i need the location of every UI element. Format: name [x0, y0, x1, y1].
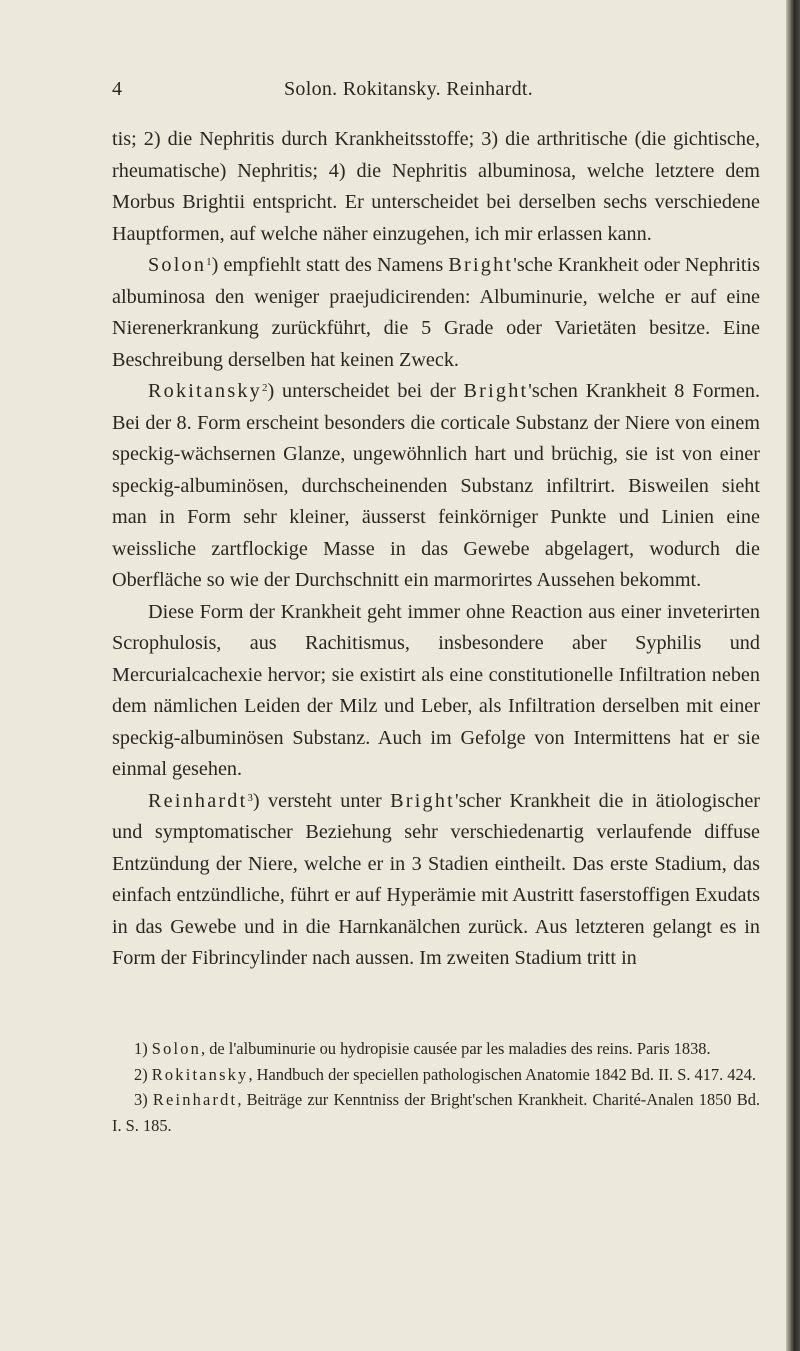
footnote-ref: 3 — [247, 791, 253, 804]
eponym: Bright — [448, 254, 514, 276]
paragraph-3: Rokitansky$^2$) unterscheidet bei der Bright'schen Krankheit 8 Formen. Bei der 8. Form erscheint besonders die corticale Substanz der Niere von einem speckig-wächsernen Glanze, ungewöhnlich hart und brüchig, sie ist von einer speckig-albuminösen, durchscheinenden Substanz infiltrirt. Bisweilen sieht man in Form sehr kleiner, äusserst feinkörniger Punkte und Linien eine weissliche zartflockige Masse in das Gewebe abgelagert, wodurch die Oberfläche so wie der Durchschnitt ein marmorirtes Aussehen bekommt. — [112, 380, 760, 591]
main-text — [112, 124, 760, 975]
footnotes — [112, 1036, 760, 1138]
paragraph-2: Solon$^1$) empfiehlt statt des Namens Bright'sche Krankheit oder Nephritis albuminosa den weniger praejudicirenden: Albuminurie, welche er auf eine Nierenerkrankung zurückführt, die 5 Grade oder Varietäten besitze. Eine Beschreibung derselben hat keinen Zweck. — [112, 254, 760, 371]
footnote-ref: 1 — [206, 256, 212, 268]
footnote-3: 3) Reinhardt, Beiträge zur Kenntniss der Bright'schen Krankheit. Charité-Analen 1850 Bd. I. S. 185. — [112, 1090, 760, 1135]
page-header — [112, 78, 752, 110]
author-name: Reinhardt — [148, 789, 248, 812]
footnote-2: 2) Rokitansky, Handbuch der speciellen pathologischen Anatomie 1842 Bd. II. S. 417. 424. — [134, 1064, 756, 1084]
running-head: Solon. Rokitansky. Reinhardt. — [284, 78, 534, 100]
author-name: Rokitansky — [148, 380, 262, 402]
paragraph-4: Diese Form der Krankheit geht immer ohne Reaction aus einer inveterirten Scrophulosis, aus Rachitismus, insbesondere aber Syphilis und Mercurialcachexie hervor; sie existirt als eine constitutionelle Infiltration neben dem nämlichen Leiden der Milz und Leber, als Infiltration derselben mit einer speckig-albuminösen Substanz. Auch im Gefolge von Intermittens hat er sie einmal gesehen. — [112, 600, 760, 780]
eponym: Bright — [463, 380, 529, 402]
footnote-ref: 2 — [261, 382, 268, 394]
author-name: Solon — [148, 254, 207, 276]
paragraph-5: Reinhardt$^3$) versteht unter Bright'scher Krankheit die in ätiologischer und symptomatischer Beziehung sehr verschiedenartig verlaufende diffuse Entzündung der Niere, welche er in 3 Stadien eintheilt. Das erste Stadium, das einfach entzündliche, führt er auf Hyperämie mit Austritt faserstoffigen Exudats in das Gewebe und in die Harnkanälchen zurück. Aus letzteren gelangt es in Form der Fibrincylinder nach aussen. Im zweiten Stadium tritt in — [112, 789, 760, 969]
footnote-1: 1) Solon, de l'albuminurie ou hydropisie causée par les maladies des reins. Paris 1838. — [134, 1039, 711, 1058]
page-number: 4 — [112, 78, 123, 100]
book-binding-edge — [786, 0, 800, 1351]
eponym: Bright — [390, 789, 455, 812]
paragraph-1: tis; 2) die Nephritis durch Krankheitsstoffe; 3) die arthritische (die gichtische, rheumatische) Nephritis; 4) die Nephritis albuminosa, welche letztere dem Morbus Brightii entspricht. Er unterscheidet bei derselben sechs verschiedene Hauptformen, auf welche näher einzugehen, ich mir erlassen kann. — [112, 128, 760, 245]
